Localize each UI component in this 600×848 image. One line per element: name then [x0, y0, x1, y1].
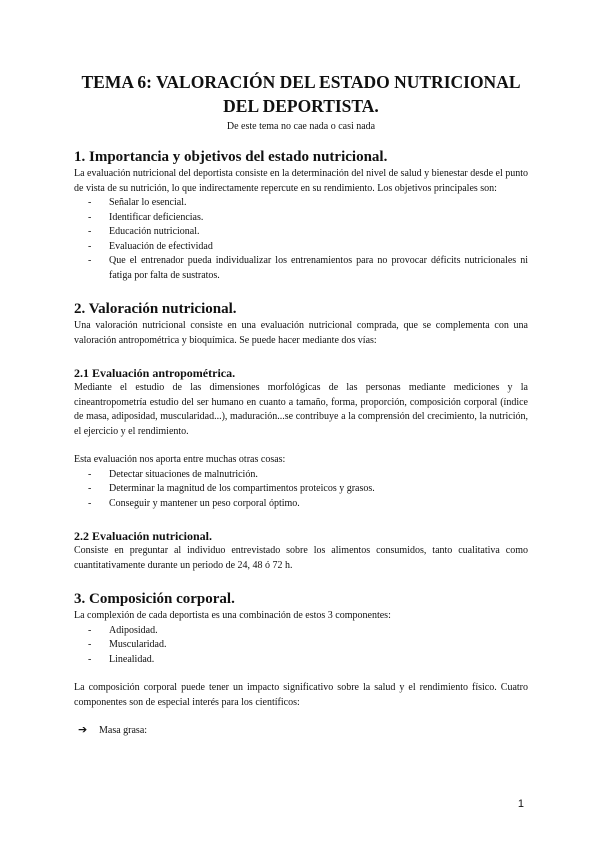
section-2-heading: 2. Valoración nutricional.: [74, 301, 237, 317]
list-item: - Evaluación de efectividad: [74, 240, 528, 255]
page-content: [74, 70, 528, 738]
section-2-1-list: [74, 468, 528, 512]
list-item: - Determinar la magnitud de los compartimentos proteicos y grasos.: [74, 482, 528, 497]
list-item: - Identificar deficiencias.: [74, 211, 528, 226]
list-item: - Adiposidad.: [74, 624, 528, 639]
section-2-2-heading: 2.2 Evaluación nutricional.: [74, 529, 213, 543]
page-number: 1: [517, 798, 524, 810]
section-1-list: [74, 196, 528, 283]
section-3-intro: La complexión de cada deportista es una combinación de estos 3 componentes:: [74, 610, 391, 621]
list-item: - Que el entrenador pueda individualizar los entrenamientos para no provocar déficits nutricionales ni fatiga por falta de sustratos.: [74, 254, 528, 283]
section-2-1-paragraph: Mediante el estudio de las dimensiones morfológicas de las personas mediante mediciones y la cineantropometría estudio del ser humano en cuanto a tamaño, forma, proporción, composición corporal (índice de masa, adiposidad, muscularidad...), maduración...se contribuye a la comprensión del crecimiento, la nutrición, el ejercicio y el rendimiento.: [74, 382, 528, 437]
document-subtitle: De este tema no cae nada o casi nada: [226, 121, 376, 132]
list-item: - Señalar lo esencial.: [74, 196, 528, 211]
list-item: - Muscularidad.: [74, 638, 528, 653]
section-2-1-intro: Esta evaluación nos aporta entre muchas otras cosas:: [74, 454, 286, 465]
arrow-item-label: Masa grasa:: [99, 725, 148, 736]
list-item: - Linealidad.: [74, 653, 528, 668]
section-1-heading: 1. Importancia y objetivos del estado nutricional.: [74, 149, 388, 165]
arrow-list-item: [78, 724, 528, 738]
list-item: - Conseguir y mantener un peso corporal óptimo.: [74, 497, 528, 512]
arrow-right-icon: ➔: [78, 723, 88, 736]
section-1-paragraph: La evaluación nutricional del deportista consiste en la determinación del nivel de salud y bienestar desde el punto de vista de su nutrición, lo que indirectamente repercute en su rendimiento. Los objetivos principales son:: [74, 168, 529, 194]
list-item: - Detectar situaciones de malnutrición.: [74, 468, 528, 483]
section-3-list: [74, 624, 528, 668]
section-2-2-paragraph: Consiste en preguntar al individuo entrevistado sobre los alimentos consumidos, tanto cualitativa como cuantitativamente durante un periodo de 24, 48 ó 72 h.: [74, 545, 528, 571]
section-3-heading: 3. Composición corporal.: [74, 591, 235, 607]
list-item: - Educación nutricional.: [74, 225, 528, 240]
section-2-1-heading: 2.1 Evaluación antropométrica.: [74, 366, 236, 380]
section-2-paragraph: Una valoración nutricional consiste en una evaluación nutricional comprada, que se complementa con una valoración antropométrica y bioquímica. Se puede hacer mediante dos vías:: [74, 320, 528, 346]
document-title: TEMA 6: VALORACIÓN DEL ESTADO NUTRICIONAL DEL DEPORTISTA.: [81, 72, 521, 116]
section-3-paragraph: La composición corporal puede tener un impacto significativo sobre la salud y el rendimiento físico. Cuatro componentes son de especial interés para los científicos:: [74, 682, 528, 708]
